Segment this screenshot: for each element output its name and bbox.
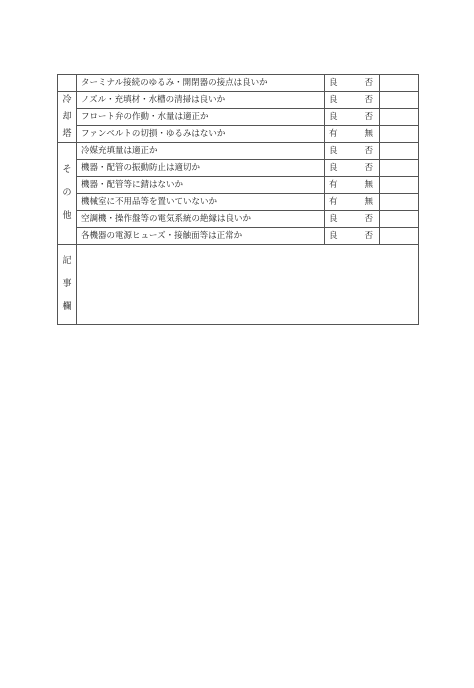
section-label-cooling-tower [58,92,77,143]
result-options[interactable] [325,92,380,109]
section-char: の [62,188,72,198]
option-b[interactable]: 無 [364,179,373,190]
section-char: 塔 [62,128,72,139]
option-b[interactable]: 否 [364,94,373,105]
table-row [58,177,419,194]
check-item: ファンベルトの切損・ゆるみはないか [77,126,325,143]
option-b[interactable]: 否 [364,213,373,224]
table-row [58,211,419,228]
section-char: 記 [62,256,72,266]
blank-cell [380,75,419,92]
result-options[interactable] [325,109,380,126]
table-row [58,160,419,177]
section-char: そ [62,165,72,175]
section-char: 却 [62,111,72,122]
table-row [58,75,419,92]
option-b[interactable]: 否 [364,145,373,156]
section-label-remarks [58,245,77,325]
option-a[interactable]: 良 [329,230,338,241]
result-options[interactable] [325,160,380,177]
option-a[interactable]: 有 [329,196,338,207]
blank-cell [380,160,419,177]
check-item: 空調機・操作盤等の電気系統の絶縁は良いか [77,211,325,228]
option-a[interactable]: 良 [329,94,338,105]
result-options[interactable] [325,126,380,143]
blank-cell [380,228,419,245]
check-item: 各機器の電源ヒューズ・接触面等は正常か [77,228,325,245]
table-row [58,92,419,109]
table-row [58,194,419,211]
blank-cell [380,143,419,160]
result-options[interactable] [325,143,380,160]
section-char: 欄 [62,302,72,312]
option-a[interactable]: 良 [329,162,338,173]
section-char: 他 [62,211,72,221]
section-char: 冷 [62,94,72,105]
option-a[interactable]: 有 [329,179,338,190]
section-cell-continued [58,75,77,92]
section-char: 事 [62,279,72,289]
check-item: 機器・配管の振動防止は適切か [77,160,325,177]
option-a[interactable]: 良 [329,213,338,224]
section-label-other [58,143,77,245]
result-options[interactable] [325,211,380,228]
check-item: 冷媒充填量は適正か [77,143,325,160]
option-b[interactable]: 無 [364,128,373,139]
check-item: ノズル・充填材・水槽の清掃は良いか [77,92,325,109]
option-a[interactable]: 良 [329,145,338,156]
blank-cell [380,92,419,109]
table-row [58,228,419,245]
blank-cell [380,109,419,126]
remarks-field[interactable] [77,245,419,325]
table-row [58,109,419,126]
check-item: 機械室に不用品等を置いていないか [77,194,325,211]
result-options[interactable] [325,177,380,194]
result-options[interactable] [325,75,380,92]
option-b[interactable]: 否 [364,162,373,173]
option-a[interactable]: 有 [329,128,338,139]
table-row [58,126,419,143]
blank-cell [380,177,419,194]
option-b[interactable]: 否 [364,111,373,122]
blank-cell [380,194,419,211]
check-item: フロート弁の作動・水量は適正か [77,109,325,126]
option-b[interactable]: 否 [364,230,373,241]
option-b[interactable]: 否 [364,77,373,88]
blank-cell [380,211,419,228]
inspection-checklist-table [57,74,419,325]
result-options[interactable] [325,228,380,245]
blank-cell [380,126,419,143]
result-options[interactable] [325,194,380,211]
check-item: ターミナル接続のゆるみ・開閉器の接点は良いか [77,75,325,92]
option-b[interactable]: 無 [364,196,373,207]
option-a[interactable]: 良 [329,77,338,88]
check-item: 機器・配管等に錆はないか [77,177,325,194]
remarks-row [58,245,419,325]
option-a[interactable]: 良 [329,111,338,122]
table-row [58,143,419,160]
